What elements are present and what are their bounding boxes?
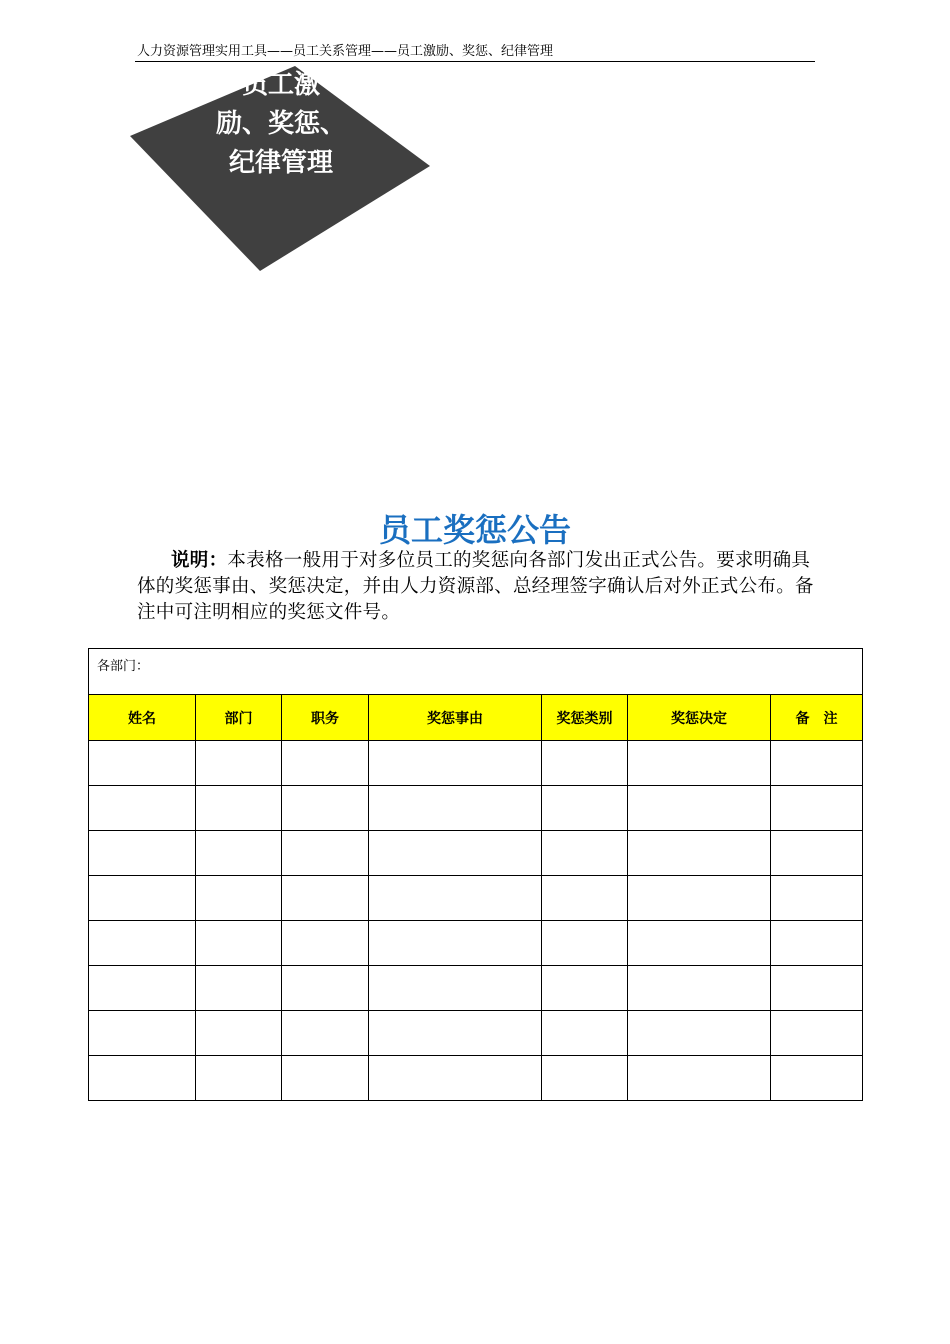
table-cell[interactable] <box>282 876 369 921</box>
table-row <box>89 1011 863 1056</box>
table-cell[interactable] <box>196 966 282 1011</box>
table-cell[interactable] <box>89 876 196 921</box>
table-cell[interactable] <box>542 831 628 876</box>
table-cell[interactable] <box>369 831 542 876</box>
table-cell[interactable] <box>628 786 771 831</box>
running-header: 人力资源管理实用工具——员工关系管理——员工激励、奖惩、纪律管理 <box>137 44 554 59</box>
badge-title-line: 员工激 <box>241 70 320 100</box>
table-cell[interactable] <box>628 876 771 921</box>
table-cell[interactable] <box>542 876 628 921</box>
table-cell[interactable] <box>628 921 771 966</box>
column-header-decision: 奖惩决定 <box>628 695 771 741</box>
table-cell[interactable] <box>628 831 771 876</box>
table-row <box>89 786 863 831</box>
table-cell[interactable] <box>196 1056 282 1101</box>
section-badge <box>130 66 430 271</box>
table-row <box>89 831 863 876</box>
badge-title <box>200 66 362 183</box>
table-cell[interactable] <box>771 786 863 831</box>
table-cell[interactable] <box>542 786 628 831</box>
header-divider <box>135 61 815 62</box>
badge-title-line: 纪律管理 <box>228 148 333 178</box>
table-cell[interactable] <box>196 786 282 831</box>
column-header-name: 姓名 <box>89 695 196 741</box>
table-cell[interactable] <box>369 966 542 1011</box>
table-cell[interactable] <box>369 1011 542 1056</box>
table-row <box>89 741 863 786</box>
table-cell[interactable] <box>628 741 771 786</box>
table-cell[interactable] <box>89 831 196 876</box>
description-text: 本表格一般用于对多位员工的奖惩向各部门发出正式公告。要求明确具体的奖惩事由、奖惩决定，并由人力资源部、总经理签字确认后对外正式公布。备注中可注明相应的奖惩文件号。 <box>137 550 814 623</box>
table-cell[interactable] <box>542 1011 628 1056</box>
table-cell[interactable] <box>89 1011 196 1056</box>
table-cell[interactable] <box>369 741 542 786</box>
department-recipient-cell[interactable] <box>89 649 863 695</box>
table-cell[interactable] <box>196 876 282 921</box>
column-header-reason: 奖惩事由 <box>369 695 542 741</box>
table-cell[interactable] <box>196 831 282 876</box>
table-cell[interactable] <box>771 1056 863 1101</box>
table-cell[interactable] <box>542 741 628 786</box>
table-cell[interactable] <box>196 921 282 966</box>
document-title: 员工奖惩公告 <box>378 511 571 549</box>
table-cell[interactable] <box>282 1011 369 1056</box>
table-cell[interactable] <box>542 1056 628 1101</box>
table-cell[interactable] <box>771 876 863 921</box>
table-cell[interactable] <box>542 966 628 1011</box>
department-label: 各部门： <box>97 659 150 674</box>
table-row <box>89 966 863 1011</box>
table-cell[interactable] <box>542 921 628 966</box>
table-cell[interactable] <box>771 966 863 1011</box>
table-cell[interactable] <box>196 1011 282 1056</box>
table-cell[interactable] <box>282 966 369 1011</box>
table-row <box>89 921 863 966</box>
table-cell[interactable] <box>369 1056 542 1101</box>
description <box>137 548 817 626</box>
table-cell[interactable] <box>369 786 542 831</box>
table-cell[interactable] <box>89 921 196 966</box>
table-header-row <box>89 695 863 741</box>
table-cell[interactable] <box>89 966 196 1011</box>
column-header-department: 部门 <box>196 695 282 741</box>
table-cell[interactable] <box>282 786 369 831</box>
table-cell[interactable] <box>369 876 542 921</box>
table-cell[interactable] <box>771 1011 863 1056</box>
badge-title-line: 励、奖惩、 <box>215 109 346 139</box>
table-cell[interactable] <box>89 1056 196 1101</box>
table-cell[interactable] <box>369 921 542 966</box>
table-cell[interactable] <box>282 741 369 786</box>
table-cell[interactable] <box>628 1011 771 1056</box>
table-cell[interactable] <box>771 921 863 966</box>
table-cell[interactable] <box>771 831 863 876</box>
table-cell[interactable] <box>282 1056 369 1101</box>
description-label: 说明： <box>171 550 228 571</box>
reward-penalty-table <box>88 648 863 1101</box>
column-header-category: 奖惩类别 <box>542 695 628 741</box>
table-cell[interactable] <box>282 921 369 966</box>
column-header-remarks: 备 注 <box>771 695 863 741</box>
table-cell[interactable] <box>771 741 863 786</box>
table-row <box>89 876 863 921</box>
table-cell[interactable] <box>628 966 771 1011</box>
table-cell[interactable] <box>628 1056 771 1101</box>
table-cell[interactable] <box>89 786 196 831</box>
table-row <box>89 1056 863 1101</box>
column-header-position: 职务 <box>282 695 369 741</box>
table-cell[interactable] <box>89 741 196 786</box>
table-cell[interactable] <box>282 831 369 876</box>
table-cell[interactable] <box>196 741 282 786</box>
